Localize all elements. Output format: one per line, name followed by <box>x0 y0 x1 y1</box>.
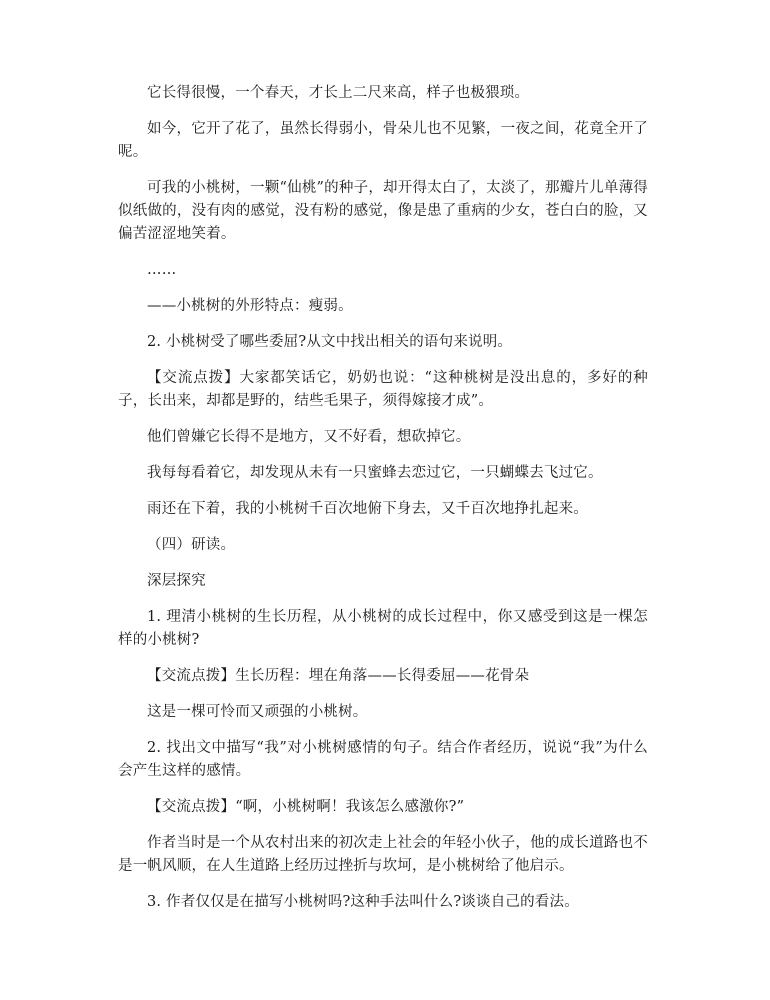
paragraph-10: 雨还在下着，我的小桃树千百次地俯下身去，又千百次地挣扎起来。 <box>147 501 588 517</box>
deep-question-3: 3. 作者仅仅是在描写小桃树吗?这种手法叫什么?谈谈自己的看法。 <box>147 894 579 910</box>
ellipsis-line: …… <box>147 262 177 278</box>
deep-answer-1: 【交流点拨】生长历程：埋在角落——长得委屈——花骨朵 <box>147 668 530 684</box>
paragraph-3: 可我的小桃树，一颗“仙桃”的种子，却开得太白了，太淡了，那瓣片儿单薄得似纸做的，没有肉的感觉，没有粉的感觉，像是患了重病的少女，苍白白的脸，又偏苦涩涩地笑着。 <box>118 180 648 242</box>
paragraph-8: 他们曾嫌它长得不是地方，又不好看，想砍掉它。 <box>147 429 471 445</box>
paragraph-9: 我每每看着它，却发现从未有一只蜜蜂去恋过它，一只蝴蝶去飞过它。 <box>147 465 603 481</box>
paragraph-2: 如今，它开了花了，虽然长得弱小，骨朵儿也不见繁，一夜之间，花竟全开了呢。 <box>118 121 648 160</box>
deep-answer-2: 【交流点拨】“啊，小桃树啊！我该怎么感激你?” <box>147 799 465 815</box>
document-body <box>118 82 648 927</box>
paragraph-18: 作者当时是一个从农村出来的初次走上社会的年轻小伙子，他的成长道路也不是一帆风顺，在人生道路上经历过挫折与坎坷，是小桃树给了他启示。 <box>118 835 648 874</box>
section-heading: （四）研读。 <box>147 537 236 553</box>
paragraph-1: 它长得很慢，一个春天，才长上二尺来高，样子也极猥琐。 <box>147 85 530 101</box>
deep-question-2: 2. 找出文中描写“我”对小桃树感情的句子。结合作者经历，说说“我”为什么会产生这样的感情。 <box>118 740 648 779</box>
paragraph-15: 这是一棵可怜而又顽强的小桃树。 <box>147 704 368 720</box>
answer-2: 【交流点拨】大家都笑话它，奶奶也说：“这种桃树是没出息的，多好的种子，长出来，却都是野的，结些毛果子，须得嫁接才成”。 <box>118 370 648 409</box>
summary-line: ——小桃树的外形特点：瘦弱。 <box>147 298 353 314</box>
question-2: 2. 小桃树受了哪些委屈?从文中找出相关的语句来说明。 <box>147 334 513 350</box>
subsection-heading: 深层探究 <box>147 573 206 589</box>
deep-question-1: 1. 理清小桃树的生长历程，从小桃树的成长过程中，你又感受到这是一棵怎样的小桃树? <box>118 609 648 648</box>
